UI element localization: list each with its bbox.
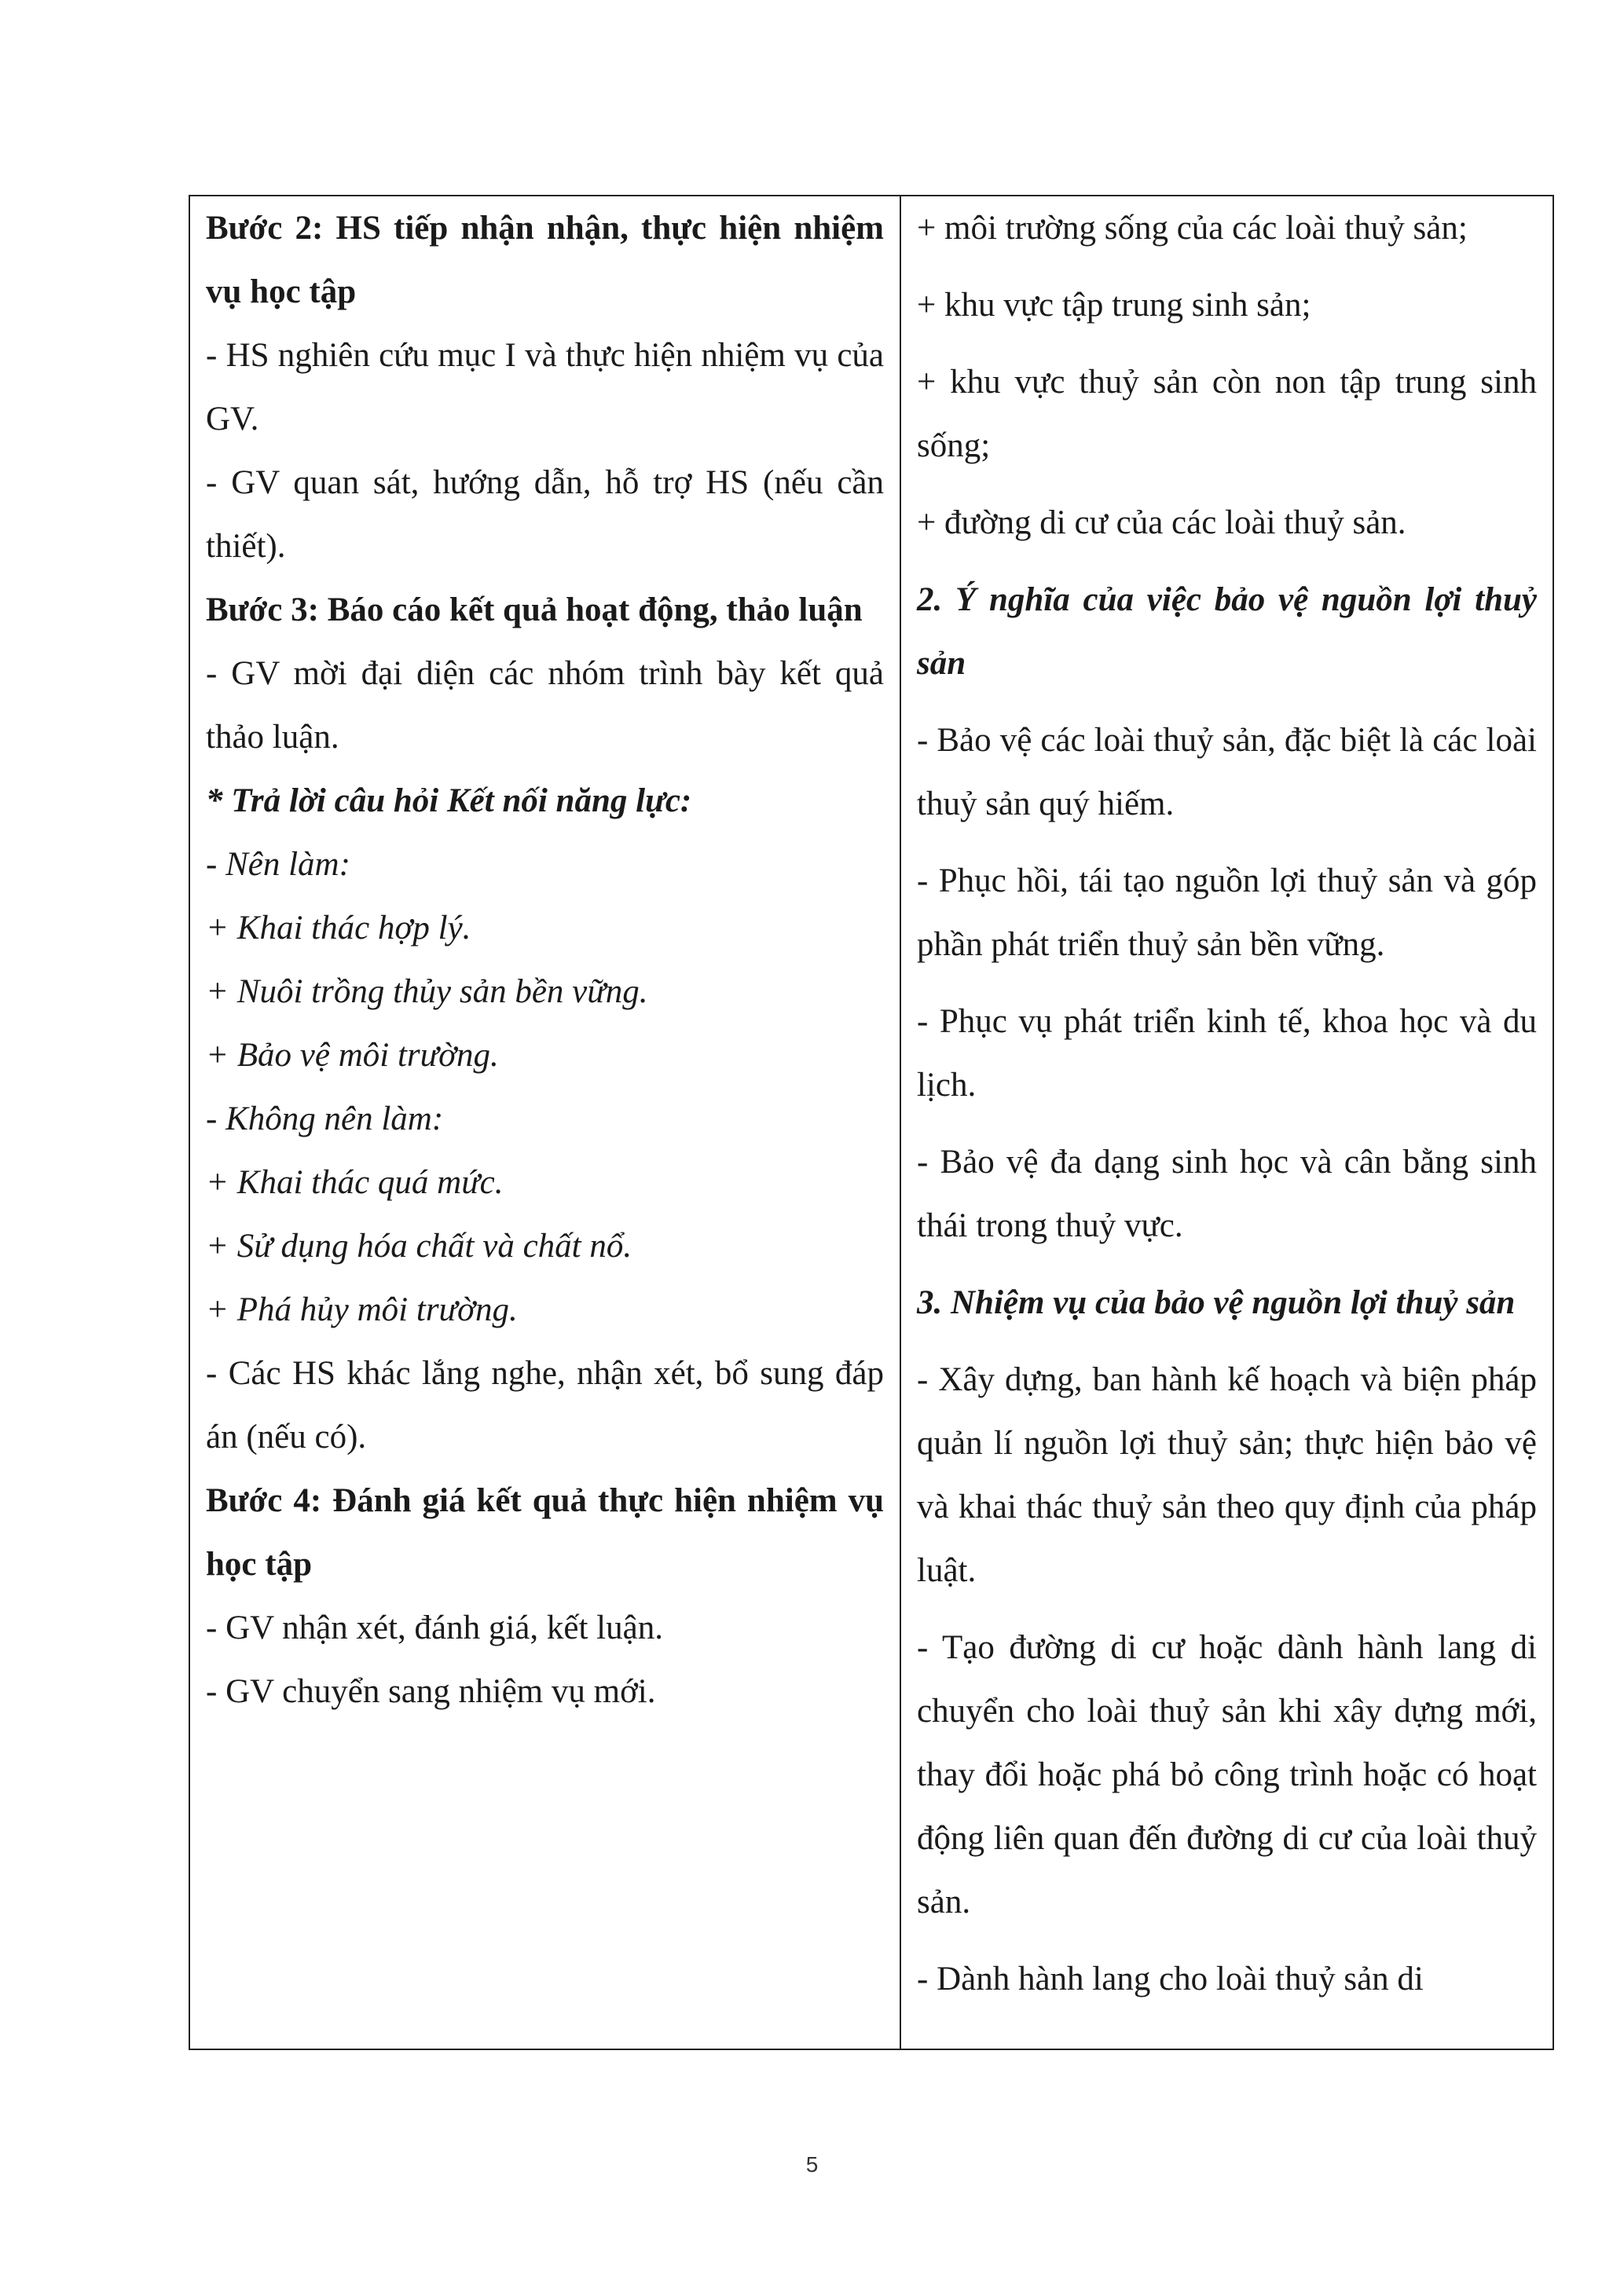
- activity-steps-column: [190, 196, 901, 2049]
- section2-title: 2. Ý nghĩa của việc bảo vệ nguồn lợi thuỷ sản: [917, 581, 1537, 682]
- should-not-item: + Sử dụng hóa chất và chất nổ.: [206, 1228, 632, 1265]
- should-do-label: - Nên làm:: [206, 846, 350, 883]
- step4-title: Bước 4: Đánh giá kết quả thực hiện nhiệm vụ học tập: [206, 1482, 884, 1583]
- section2-item: - Bảo vệ các loài thuỷ sản, đặc biệt là các loài thuỷ sản quý hiếm.: [917, 722, 1537, 822]
- section3-item: - Dành hành lang cho loài thuỷ sản di: [917, 1961, 1424, 1998]
- should-not-label: - Không nên làm:: [206, 1100, 444, 1137]
- should-not-item: + Phá hủy môi trường.: [206, 1291, 518, 1328]
- section2-item: - Phục hồi, tái tạo nguồn lợi thuỷ sản và góp phần phát triển thuỷ sản bền vững.: [917, 862, 1537, 963]
- step3-line: - Các HS khác lắng nghe, nhận xét, bổ sung đáp án (nếu có).: [206, 1355, 884, 1456]
- bullet-item: + khu vực thuỷ sản còn non tập trung sinh sống;: [917, 364, 1537, 464]
- section3-item: - Tạo đường di cư hoặc dành hành lang di chuyển cho loài thuỷ sản khi xây dựng mới, thay đổi hoặc phá bỏ công trình hoặc có hoạt động liên quan đến đường di cư của loài thuỷ sản.: [917, 1629, 1537, 1921]
- step2-line: - HS nghiên cứu mục I và thực hiện nhiệm vụ của GV.: [206, 337, 884, 438]
- section2-item: - Phục vụ phát triển kinh tế, khoa học và du lịch.: [917, 1003, 1537, 1104]
- step3-line: - GV mời đại diện các nhóm trình bày kết quả thảo luận.: [206, 655, 884, 756]
- step2-line: - GV quan sát, hướng dẫn, hỗ trợ HS (nếu cần thiết).: [206, 464, 884, 565]
- bullet-item: + môi trường sống của các loài thuỷ sản;: [917, 210, 1468, 247]
- content-column: [901, 196, 1553, 2049]
- step4-line: - GV chuyển sang nhiệm vụ mới.: [206, 1673, 656, 1710]
- bullet-item: + đường di cư của các loài thuỷ sản.: [917, 504, 1406, 541]
- section3-item: - Xây dựng, ban hành kế hoạch và biện pháp quản lí nguồn lợi thuỷ sản; thực hiện bảo vệ và khai thác thuỷ sản theo quy định của pháp luật.: [917, 1361, 1537, 1589]
- step2-title: Bước 2: HS tiếp nhận nhận, thực hiện nhiệm vụ học tập: [206, 210, 884, 310]
- lesson-table: [189, 195, 1554, 2050]
- section3-title: 3. Nhiệm vụ của bảo vệ nguồn lợi thuỷ sản: [917, 1284, 1516, 1321]
- section2-item: - Bảo vệ đa dạng sinh học và cân bằng sinh thái trong thuỷ vực.: [917, 1144, 1537, 1244]
- should-do-item: + Bảo vệ môi trường.: [206, 1037, 499, 1074]
- should-do-item: + Nuôi trồng thủy sản bền vững.: [206, 973, 648, 1010]
- should-do-item: + Khai thác hợp lý.: [206, 910, 471, 947]
- step3-title: Bước 3: Báo cáo kết quả hoạt động, thảo luận: [206, 591, 863, 628]
- answer-heading: * Trả lời câu hỏi Kết nối năng lực:: [206, 782, 692, 819]
- page-number: 5: [805, 2152, 819, 2177]
- step4-line: - GV nhận xét, đánh giá, kết luận.: [206, 1609, 663, 1646]
- bullet-item: + khu vực tập trung sinh sản;: [917, 287, 1311, 324]
- should-not-item: + Khai thác quá mức.: [206, 1164, 504, 1201]
